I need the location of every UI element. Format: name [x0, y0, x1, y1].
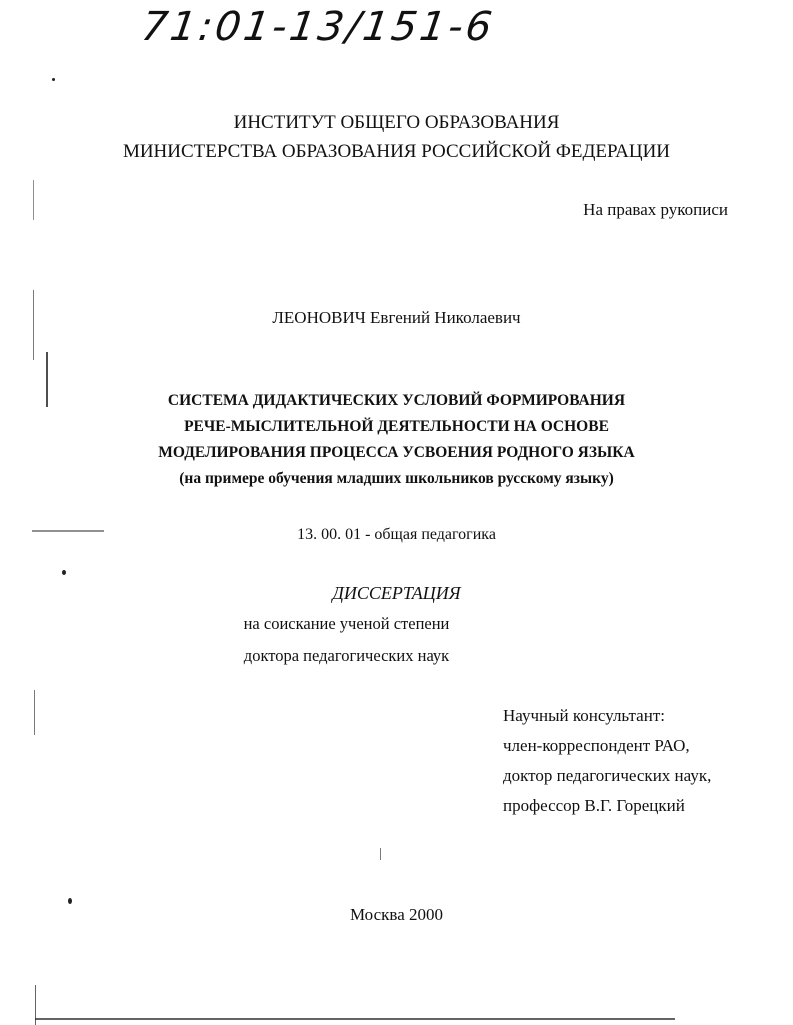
consultant-line-1: член-корреспондент РАО, [503, 736, 690, 755]
degree-line-1: на соискание ученой степени [243, 614, 450, 633]
dissertation-label: ДИССЕРТАЦИЯ [332, 583, 461, 603]
scan-artifact-line [33, 290, 34, 360]
scan-artifact-dot [62, 570, 66, 575]
scan-artifact-speck [380, 848, 381, 860]
thesis-title-line-2: РЕЧЕ-МЫСЛИТЕЛЬНОЙ ДЕЯТЕЛЬНОСТИ НА ОСНОВЕ [184, 418, 609, 435]
manuscript-rights-note: На правах рукописи [583, 200, 728, 219]
degree-line-2: доктора педагогических наук [243, 646, 450, 665]
scan-artifact-bottom-edge [35, 1018, 675, 1020]
scan-artifact-noise [32, 530, 104, 532]
handwritten-catalog-code: 71:01-13/151-6 [138, 4, 498, 50]
thesis-title-line-1: СИСТЕМА ДИДАКТИЧЕСКИХ УСЛОВИЙ ФОРМИРОВАНИЯ [167, 392, 626, 409]
specialty-code: 13. 00. 01 - общая педагогика [297, 526, 496, 543]
scan-artifact-line [46, 352, 48, 407]
scan-artifact-dot [52, 78, 55, 81]
thesis-title-line-4: (на примере обучения младших школьников русскому языку) [179, 470, 614, 487]
scan-artifact-dot [68, 898, 72, 904]
place-and-year: Москва 2000 [349, 905, 444, 924]
consultant-line-3: профессор В.Г. Горецкий [503, 796, 685, 815]
scan-artifact-line [34, 690, 35, 735]
consultant-label: Научный консультант: [503, 706, 665, 725]
ministry-name: МИНИСТЕРСТВА ОБРАЗОВАНИЯ РОССИЙСКОЙ ФЕДЕРАЦИИ [122, 141, 671, 162]
author-name: ЛЕОНОВИЧ Евгений Николаевич [272, 308, 521, 327]
thesis-title-line-3: МОДЕЛИРОВАНИЯ ПРОЦЕССА УСВОЕНИЯ РОДНОГО ЯЗЫКА [158, 444, 635, 461]
consultant-line-2: доктор педагогических наук, [503, 766, 712, 785]
institute-name: ИНСТИТУТ ОБЩЕГО ОБРАЗОВАНИЯ [233, 112, 560, 133]
scan-artifact-line [33, 180, 34, 220]
